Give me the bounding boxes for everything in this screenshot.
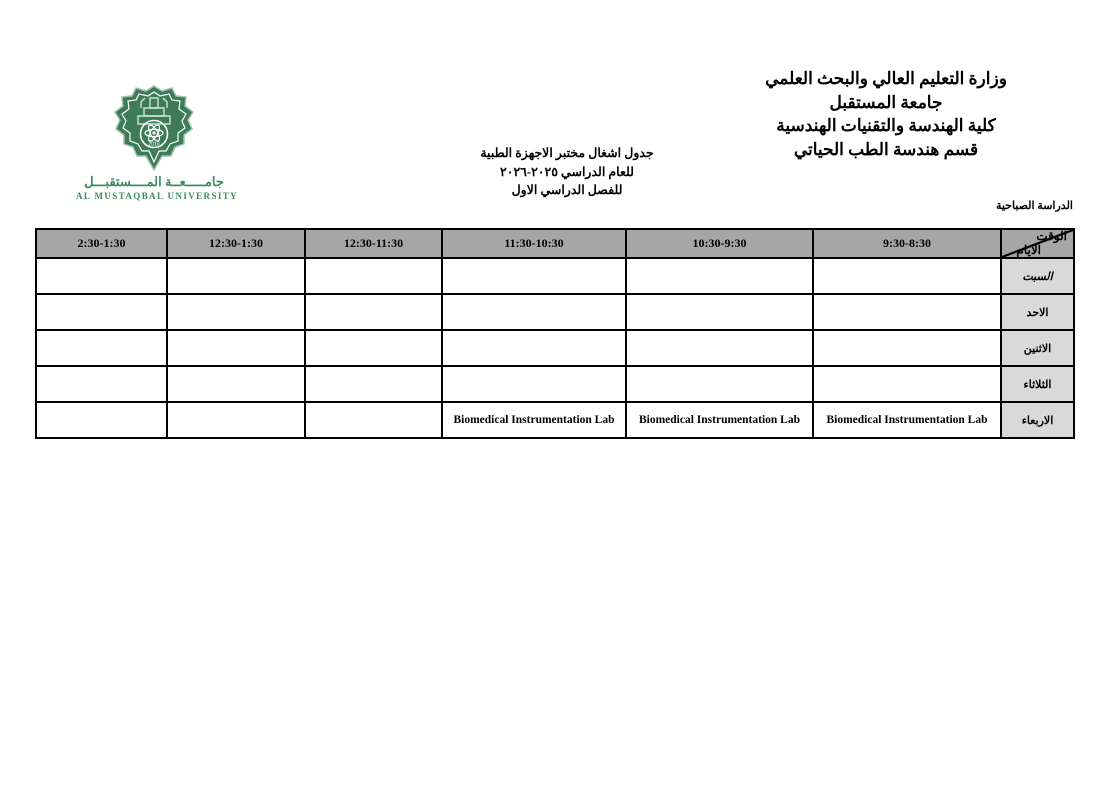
ministry-header [730, 67, 1042, 161]
schedule-cell [305, 294, 442, 330]
schedule-cell [167, 402, 305, 438]
college-line: كلية الهندسة والتقنيات الهندسية [776, 116, 996, 135]
schedule-cell [442, 366, 626, 402]
schedule-cell [305, 258, 442, 294]
schedule-cell [626, 366, 813, 402]
schedule-cell [167, 366, 305, 402]
schedule-cell [167, 294, 305, 330]
schedule-cell [305, 366, 442, 402]
semester-line: للفصل الدراسي الاول [511, 183, 623, 197]
schedule-cell [36, 294, 167, 330]
schedule-cell [442, 294, 626, 330]
time-days-corner-cell [1001, 229, 1074, 258]
time-header-cell: 12:30-1:30 [167, 229, 305, 258]
time-header-cell: 9:30-8:30 [813, 229, 1001, 258]
schedule-cell [626, 294, 813, 330]
day-cell-sunday: الاحد [1001, 294, 1074, 330]
schedule-row-monday [36, 330, 1074, 366]
time-header-row [36, 229, 1074, 258]
schedule-row-wednesday [36, 402, 1074, 438]
time-header-cell: 11:30-10:30 [442, 229, 626, 258]
schedule-cell [813, 258, 1001, 294]
schedule-row-saturday [36, 258, 1074, 294]
schedule-cell [442, 258, 626, 294]
schedule-row-tuesday [36, 366, 1074, 402]
schedule-cell [813, 330, 1001, 366]
university-crest-icon [110, 84, 198, 174]
corner-time-label: الوقت [1036, 229, 1067, 243]
schedule-cell [442, 330, 626, 366]
crest-year-text: 2010 [148, 141, 160, 148]
university-line: جامعة المستقبل [829, 92, 943, 112]
schedule-cell [36, 402, 167, 438]
department-line: قسم هندسة الطب الحياتي [793, 139, 979, 159]
schedule-table [35, 228, 1075, 439]
schedule-cell [167, 330, 305, 366]
time-header-cell: 12:30-11:30 [305, 229, 442, 258]
schedule-cell [305, 330, 442, 366]
corner-days-label: الايام [1016, 243, 1041, 257]
academic-year-line: للعام الدراسي ٢٠٢٥-٢٠٢٦ [500, 164, 634, 179]
schedule-title-line: جدول اشغال مختبر الاجهزة الطبية [480, 146, 654, 160]
ministry-line: وزارة التعليم العالي والبحث العلمي [765, 69, 1007, 88]
schedule-cell [626, 258, 813, 294]
schedule-row-sunday [36, 294, 1074, 330]
logo-arabic-name: جامـــــعــة المــــستقبـــل [84, 174, 224, 189]
morning-study-label: الدراسة الصباحية [995, 200, 1073, 212]
university-logo [76, 84, 239, 202]
lab-cell: Biomedical Instrumentation Lab [813, 402, 1001, 438]
day-cell-monday: الاثنين [1001, 330, 1074, 366]
schedule-cell [626, 330, 813, 366]
day-cell-wednesday: الاربعاء [1001, 402, 1074, 438]
lab-cell: Biomedical Instrumentation Lab [626, 402, 813, 438]
schedule-cell [813, 366, 1001, 402]
time-header-cell: 10:30-9:30 [626, 229, 813, 258]
day-cell-saturday: السبت [1001, 258, 1074, 294]
logo-english-name: AL MUSTAQBAL UNIVERSITY [76, 191, 239, 201]
schedule-cell [305, 402, 442, 438]
schedule-title [443, 144, 691, 200]
time-header-cell: 2:30-1:30 [36, 229, 167, 258]
lab-cell: Biomedical Instrumentation Lab [442, 402, 626, 438]
schedule-cell [36, 258, 167, 294]
schedule-cell [36, 330, 167, 366]
day-cell-tuesday: الثلاثاء [1001, 366, 1074, 402]
schedule-cell [813, 294, 1001, 330]
schedule-cell [36, 366, 167, 402]
schedule-cell [167, 258, 305, 294]
